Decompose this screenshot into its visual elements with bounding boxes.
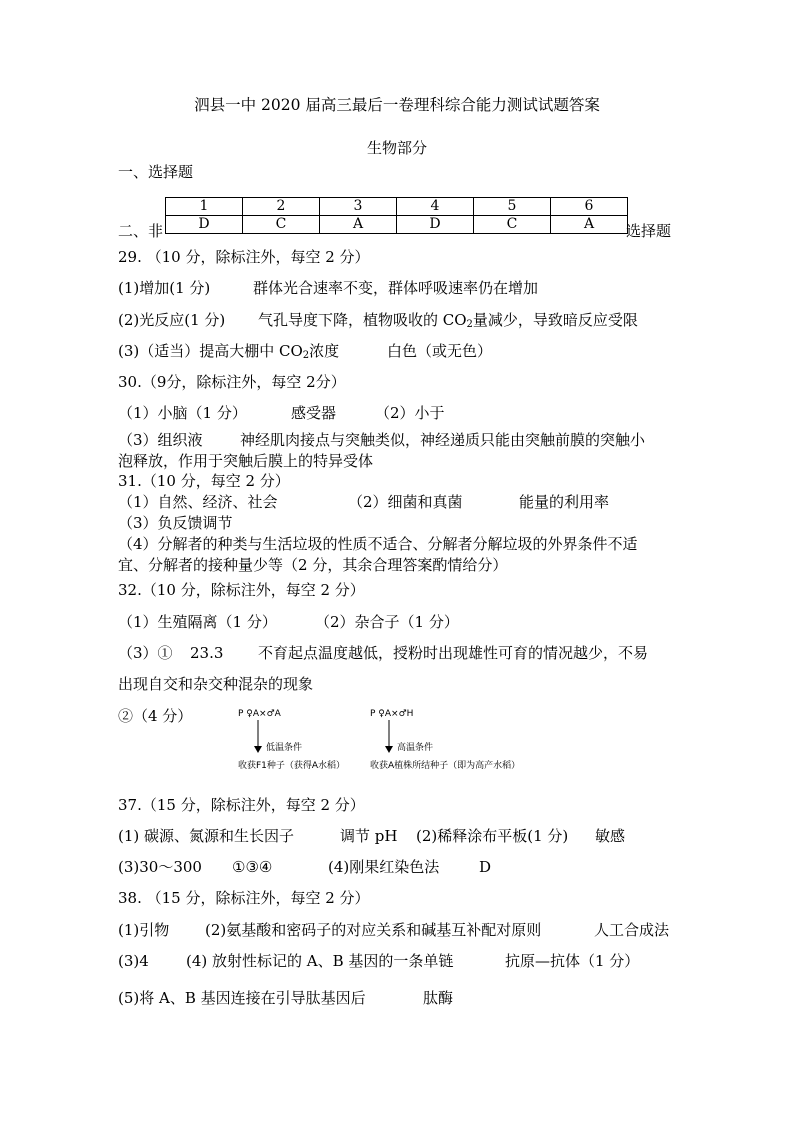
diagram-left-result: 收获F1种子（获得A水稻） [238,761,346,771]
q29-answer-3b: 白色（或无色） [387,342,493,360]
table-cell: C [474,216,551,234]
q32-header: 32.（10 分，除标注外，每空 2 分） [118,581,365,599]
table-cell: 3 [320,198,397,216]
q37-answer-2b: ①③④ [232,858,273,876]
diagram-left-condition: 低温条件 [266,743,303,753]
q37-answer-2d: D [479,858,492,876]
q32-answer-2c: 不育起点温度越低，授粉时出现雄性可育的情况越少，不易 [258,644,649,662]
diagram-left-arrow [252,720,264,754]
q38-answer-2b: (4) 放射性标记的 A、B 基因的一条单链 [186,952,454,970]
table-cell: 2 [243,198,320,216]
section-nonchoice-heading-right: 选择题 [626,222,672,240]
q29-answer-2b: 气孔导度下降，植物吸收的 $CO_2$量减少，导致暗反应受限 [258,311,638,330]
document-title: 泗县一中 2020 届高三最后一卷理科综合能力测试试题答案 [194,96,600,114]
q29-answer-3a: (3)（适当）提高大棚中 $CO_2$浓度 [118,342,340,361]
table-cell: C [243,216,320,234]
q29-answer-2a: (2)光反应(1 分) [118,311,226,329]
table-cell: A [320,216,397,234]
q31-answer-2: （3）负反馈调节 [118,514,233,532]
section-nonchoice-heading-left: 二、非 [118,222,164,240]
table-cell: 6 [551,198,628,216]
table-cell: 4 [397,198,474,216]
q32-answer-3-label: ②（4 分） [118,707,193,725]
q31-answer-3-cont: 宜、分解者的接种量少等（2 分，其余合理答案酌情给分） [118,556,508,574]
q31-answer-1a: （1）自然、经济、社会 [118,493,278,511]
diagram-left-cross: P ♀A×♂A [238,709,281,719]
q37-answer-1b: 调节 pH [340,827,398,845]
q30-answer-2b: 神经肌肉接点与突触类似，神经递质只能由突触前膜的突触小 [240,431,646,449]
q38-answer-1c: 人工合成法 [594,921,670,939]
section-title: 生物部分 [366,139,427,157]
q30-answer-2a: （3）组织液 [118,431,203,449]
table-cell: A [551,216,628,234]
table-row-numbers [166,198,628,216]
q38-answer-1a: (1)引物 [118,921,170,939]
q32-answer-2d: 出现自交和杂交种混杂的现象 [118,675,314,693]
q31-answer-1b: （2）细菌和真菌 [348,493,463,511]
diagram-right-result: 收获A植株所结种子（即为高产水稻） [370,761,521,771]
q38-answer-2c: 抗原—抗体（1 分） [505,952,640,970]
table-cell: 5 [474,198,551,216]
q29-answer-1b: 群体光合速率不变，群体呼吸速率仍在增加 [253,279,539,297]
q37-header: 37.（15 分，除标注外，每空 2 分） [118,796,365,814]
q32-answer-2b: 23.3 [190,644,224,662]
q30-answer-1c: （2）小于 [375,404,445,422]
diagram-right-cross: P ♀A×♂H [370,709,414,719]
table-cell: 1 [166,198,243,216]
section-choice-heading: 一、选择题 [118,163,194,181]
q30-answer-2c: 泡释放，作用于突触后膜上的特异受体 [118,452,374,470]
diagram-right-arrow [383,720,395,754]
q29-answer-1a: (1)增加(1 分) [118,279,211,297]
q38-answer-3a: (5)将 A、B 基因连接在引导肽基因后 [118,989,366,1007]
q30-answer-1a: （1）小脑（1 分） [118,404,247,422]
table-cell: D [397,216,474,234]
q30-answer-1b: 感受器 [291,404,337,422]
q38-answer-1b: (2)氨基酸和密码子的对应关系和碱基互补配对原则 [205,921,542,939]
table-cell: D [166,216,243,234]
q38-header: 38. （15 分，除标注外，每空 2 分） [118,889,370,907]
choice-answer-table [165,197,628,234]
q37-answer-1a: (1) 碳源、氮源和生长因子 [118,827,295,845]
q32-answer-1a: （1）生殖隔离（1 分） [118,613,277,631]
table-row-answers [166,216,628,234]
q37-answer-1c: (2)稀释涂布平板(1 分) [416,827,569,845]
q38-answer-2a: (3)4 [118,952,149,970]
q32-answer-1b: （2）杂合子（1 分） [315,613,459,631]
q31-answer-1c: 能量的利用率 [519,493,610,511]
q38-answer-3b: 肽酶 [423,989,454,1007]
q37-answer-1d: 敏感 [595,827,626,845]
q30-header: 30.（9分，除标注外，每空 2分） [118,373,346,391]
q37-answer-2c: (4)刚果红染色法 [328,858,440,876]
q29-header: 29. （10 分，除标注外，每空 2 分） [118,248,370,266]
q31-answer-3: （4）分解者的种类与生活垃圾的性质不适合、分解者分解垃圾的外界条件不适 [118,535,638,553]
diagram-right-condition: 高温条件 [397,743,434,753]
q32-answer-2a: （3）① [118,644,173,662]
q37-answer-2a: (3)30～300 [118,858,202,876]
q31-header: 31.（10 分，每空 2 分） [118,472,290,490]
